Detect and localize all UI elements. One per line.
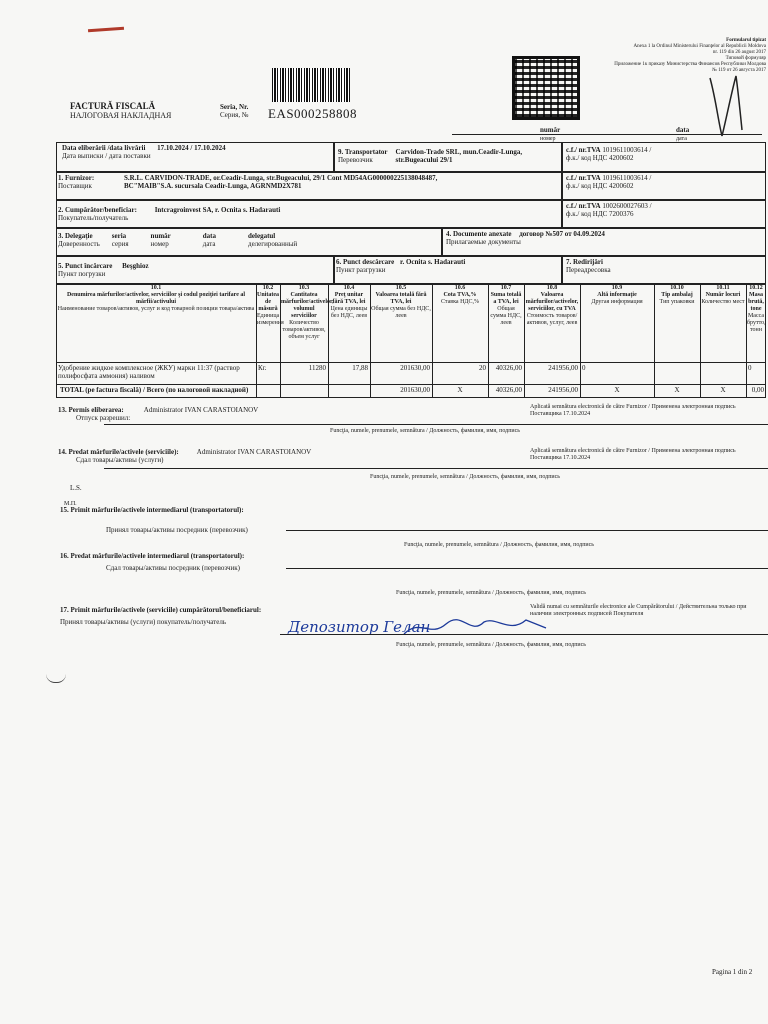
header-label-ro: Unitatea de măsură [257,292,279,312]
header-label-ru: Другая информация [591,299,643,305]
table-total-total_pack: X [674,386,680,394]
header-number: 10.3 [298,285,310,291]
handed: 14. Predat mărfurile/activele (serviciile): Administrator IVAN CARASTOIANOV Сдал товары/активы (услуги) [58,448,312,464]
goods-table [56,284,766,398]
stamp-ls: L.S. [70,484,82,492]
permit-esign: Aplicată semnătura electronică de către Furnizor / Применена электронная подпись Поставщика 17.10.2024 [530,404,736,417]
received-inter-line [286,530,768,531]
table-header-cell [370,285,432,361]
header-number: 10.2 [262,285,274,291]
signature-top [706,70,746,140]
scan-mark-top [88,27,124,33]
transporter-cf: c.f./ nr.TVA 1019611003614 / ф.к./ код НДС 4200602 [566,146,652,162]
table-header-cell [524,285,580,361]
table-cell-places [700,364,746,384]
date-label: data [676,126,690,134]
table-total-total_no_vat: 201630,00 [400,386,430,394]
handed-line [104,468,768,469]
header-label-ru: Общая сумма НДС, леев [490,306,522,326]
header-label-ru: Наименование товаров/активов, услуг и код товарной позиции товара/актива [57,306,255,312]
table-cell-qty: 11280 [308,364,326,372]
transporter: 9. Transportator Перевозчик Carvidon-Trade SRL, mun.Ceadir-Lunga, str.Bugeacului 29/1 [338,148,523,164]
table-total-total_vat: 40326,00 [495,386,522,394]
qr-code [512,56,580,120]
table-header-cell [488,285,524,361]
received-buyer-caption: Funcţia, numele, prenumele, semnătura / Должность, фамилия, имя, подпись [396,642,587,648]
header-number: 10.6 [454,285,466,291]
delegation: 3. Delegaţie Доверенность seria серия număr номер data дата delegatul делегированный [58,232,298,248]
buyer-cf: c.f./ nr.TVA 1002600027603 / ф.к./ код НДС 7200376 [566,202,652,218]
loading: 5. Punct încărcare Beşghioz Пункт погрузки [58,262,149,278]
header-label-ro: Valoarea totală fără TVA, lei [375,292,427,305]
handwritten-signature: Депозитор Гелан [288,618,431,636]
handed-inter-line [286,568,768,569]
redirect: 7. Redirijări Переадресовка [566,258,611,274]
permit-line [104,424,768,425]
header-number: 10.11 [716,285,730,291]
received-buyer-line [280,634,768,635]
table-header-cell [746,285,766,361]
header-label-ro: Suma totală a TVA, lei [490,292,522,305]
approval-block: Formularul tipizat Anexa 1 la Ordinul Ministerului Finanţelor al Republicii Moldova nr. 119 din 26 august 2017 Типовой формуляр Приложение 1к приказу Министерства Финансов Республики Молдова № 119 от 26 августа 2017 [614,38,766,73]
header-label-ro: Preţ unitar fără TVA, lei [332,292,366,305]
table-total-total_with_vat: 241956,00 [548,386,578,394]
number-label: număr [540,126,561,134]
date-label-ru: дата [676,136,687,142]
buyer: 2. Cumpărător/beneficiar: Intcragroinvest SA, r. Ocnita s. Hadarauti Покупатель/получатель [58,206,281,222]
received-buyer-esign: Validă numai cu semnăturile electronice ale Cumpărătorului / Действительна только при наличии электронных подписей Покупателя [530,604,747,617]
table-header-cell [56,285,256,361]
table-total-total_places: X [720,386,726,394]
header-label-ru: Тип упаковки [659,299,695,305]
number-label-ru: номер [540,136,556,142]
barcode [272,68,350,102]
received-intermediary: 15. Primit mărfurile/activele intermediarul (transportatorul): Принял товары/активы посредник (перевозчик) [60,506,248,534]
series-label: Seria, Nr. Серия, № [220,103,249,119]
table-header-cell [256,285,284,361]
table-header-cell [280,285,334,361]
header-label-ro: Cota TVA,% [443,292,477,298]
table-cell-pack [654,364,700,384]
header-number: 10.7 [500,285,512,291]
issue-date: Data eliberării /data livrării 17.10.2024 / 17.10.2024 Дата выписки / дата поставки [62,144,226,160]
table-cell-vat_rate: 20 [479,364,486,372]
header-number: 10.4 [343,285,355,291]
header-label-ro: Masa brută, tone [748,292,764,312]
scan-mark-left [46,674,66,683]
handed-inter-caption: Funcţia, numele, prenumele, semnătura / Должность, фамилия, имя, подпись [396,590,587,596]
header-label-ru: Стоимость товаров/активов, услуг, леев [526,313,578,326]
received-buyer: 17. Primit mărfurile/activele (serviciile) cumpărătorul/beneficiarul: Принял товары/активы (услуги) покупатель/получатель [60,606,262,626]
received-inter-caption: Funcţia, numele, prenumele, semnătura / Должность, фамилия, имя, подпись [404,542,595,548]
header-label-ru: Единица измерения [257,313,284,326]
table-cell-other: 0 [582,364,586,372]
table-total-divider [56,384,766,385]
table-header-cell [328,285,370,361]
series-number: EAS000258808 [268,106,358,121]
header-label-ru: Количество товаров/активов, объем услуг [282,320,326,340]
header-label-ro: Număr locuri [705,292,741,298]
header-number: 10.10 [670,285,684,291]
table-header-divider [56,362,766,363]
table-total-total_vat_rate: X [457,386,463,394]
table-cell-price: 17,88 [352,364,368,372]
table-cell-total_with_vat: 241956,00 [548,364,578,372]
header-label-ro: Tip ambalaj [661,292,693,298]
table-total-label: TOTAL (pe factura fiscală) / Всего (по налоговой накладной) [60,386,249,394]
permit: 13. Permis eliberarea: Administrator IVAN CARASTOIANOV Отпуск разрешил: [58,406,259,422]
header-number: 10.12 [749,285,763,291]
header-number: 10.8 [546,285,558,291]
number-line [452,134,762,135]
document-title: FACTURĂ FISCALĂ НАЛОГОВАЯ НАКЛАДНАЯ [70,101,172,120]
handed-caption: Funcţia, numele, prenumele, semnătura / Должность, фамилия, имя, подпись [370,474,561,480]
header-label-ro: Denumirea mărfurilor/activelor, serviciilor şi codul poziţiei tarifare al mărfii/activului [66,292,246,305]
table-header-cell [432,285,488,361]
handed-esign: Aplicată semnătura electronică de către Furnizor / Применена электронная подпись Поставщика 17.10.2024 [530,448,736,461]
table-cell-unit: Кг. [258,364,267,372]
permit-caption: Funcţia, numele, prenumele, semnătura / Должность, фамилия, имя, подпись [330,428,521,434]
table-header-cell [654,285,700,361]
table-header-cell [700,285,746,361]
header-label-ru: Общая сумма без НДС, леев [371,306,431,319]
header-label-ro: Altă informaţie [597,292,637,298]
table-cell-vat_sum: 40326,00 [495,364,522,372]
table-header-cell [580,285,654,361]
table-cell-total_no_vat: 201630,00 [400,364,430,372]
header-label-ru: Цена единицы без НДС, леев [330,306,368,319]
signature-scribble [400,614,550,640]
header-label-ru: Ставка НДС,% [440,299,480,305]
stamp-mp: М.П. [64,501,77,507]
header-number: 10.5 [395,285,407,291]
handed-intermediary: 16. Predat mărfurile/activele intermediarul (transportatorul): Сдал товары/активы посредник (перевозчик) [60,552,245,572]
header-label-ru: Количество мест [701,299,745,305]
supplier: 1. Furnizor: Поставщик S.R.L. CARVIDON-TRADE, or.Ceadir-Lunga, str.Bugeacului, 29/1 Cont MD54AG000000225138048487, BC"MAIB"S.A. sucursala Ceadir-Lunga, AGRNMD2X781 [58,174,438,190]
header-label-ro: Valoarea mărfurilor/activelor, serviciilor, cu TVA [525,292,579,312]
table-cell-name: Удобрение жидкое комплексное (ЖКУ) марки 11:37 (раствор полифосфата аммония) наливом [58,364,240,380]
header-number: 10.9 [611,285,623,291]
header-number: 10.1 [150,285,162,291]
table-cell-mass: 0 [748,364,752,372]
header-label-ro: Cantitatea mărfurilor/activelor, volumul serviciilor [281,292,334,319]
table-total-total_mass: 0,00 [751,386,764,394]
table-total-total_other: X [614,386,620,394]
attached-docs: 4. Documente anexate договор №507 от 04.09.2024 Прилагаемые документы [446,230,605,246]
supplier-cf: c.f./ nr.TVA 1019611003614 / ф.к./ код НДС 4200602 [566,174,652,190]
unloading: 6. Punct descărcare r. Ocnita s. Hadarauti Пункт разгрузки [336,258,466,274]
header-label-ru: Масса брутто, тонн [747,313,766,333]
page-number: Pagina 1 din 2 [712,968,753,976]
